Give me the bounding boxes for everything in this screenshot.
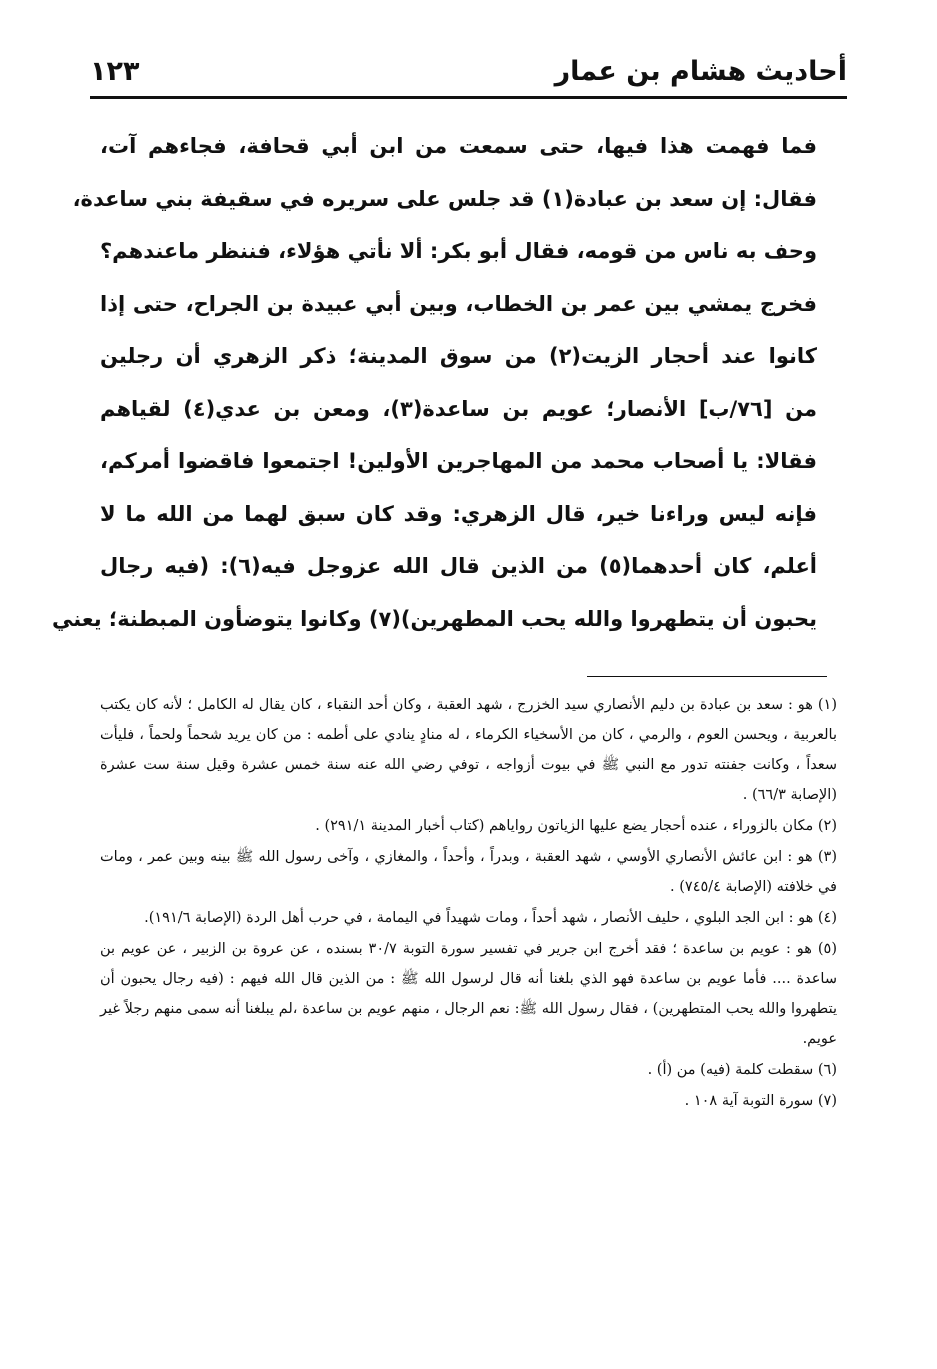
text-line: فما فهمت هذا فيها، حتى سمعت من ابن أبي قحافة، فجاءهم آت، — [100, 134, 817, 158]
text-line: فإنه ليس وراءنا خير، قال الزهري: وقد كان سبق لهما من الله ما لا — [100, 501, 817, 526]
page-number: ١٢٣ — [90, 56, 140, 87]
footnotes — [100, 690, 837, 1117]
footnote-3: (٣) هو : ابن عائش الأنصاري الأوسي ، شهد العقبة ، وبدراً ، وأحداً ، والمغازي ، وآخى رسول الله ﷺ بينه وبين عمر ، ومات في خلافته (الإصابة ٧٤٥/٤) . — [100, 849, 837, 895]
text-line: فخرج يمشي بين عمر بن الخطاب، وبين أبي عبيدة بن الجراح، حتى إذا — [100, 291, 817, 316]
text-line: وحف به ناس من قومه، فقال أبو بكر: ألا نأتي هؤلاء، فننظر ماعندهم؟ — [100, 239, 817, 263]
footnote-6: (٦) سقطت كلمة (فيه) من (أ) . — [647, 1062, 837, 1078]
text-line: فقالا: يا أصحاب محمد من المهاجرين الأولين! اجتمعوا فاقضوا أمركم، — [100, 449, 817, 473]
text-line: أعلم، كان أحدهما(٥) من الذين قال الله عزوجل فيه(٦): (فيه رجال — [100, 554, 818, 578]
footnote-1: (١) هو : سعد بن عبادة بن دليم الأنصاري سيد الخزرج ، شهد العقبة ، وكان أحد النقباء ، كان يقال له الكامل ؛ لأنه كان يكتب بالعربية ، ويحسن العوم ، والرمي ، كان من الأسخياء الكرماء ، له منادٍ ينادي على أطمه : من كان يريد شحماً ولحماً ، فليأت سعداً ، وكانت جفنته تدور مع النبي ﷺ في بيوت أزواجه ، توفي رضي الله عنه سنة خمس عشرة وقيل سنة ست عشرة (الإصابة ٦٦/٣) . — [100, 697, 837, 803]
book-title: أحاديث هشام بن عمار — [554, 56, 847, 87]
footnote-2: (٢) مكان بالزوراء ، عنده أحجار يضع عليها الزياتون رواياهم (كتاب أخبار المدينة ٢٩١/١) . — [315, 818, 837, 834]
text-line: يحبون أن يتطهروا والله يحب المطهرين)(٧) وكانوا يتوضأون المبطنة؛ يعني — [52, 606, 817, 631]
footnote-5: (٥) هو : عويم بن ساعدة ؛ فقد أخرج ابن جرير في تفسير سورة التوبة ٣٠/٧ بسنده ، عن عروة بن الزبير ، عن عويم بن ساعدة .... فأما عويم بن ساعدة فهو الذي بلغنا أنه قال لرسول الله ﷺ : من الذين قال الله فيهم : (فيه رجال يحبون أن يتطهروا والله يحب المتطهرين) ، فقال رسول الله ﷺ: نعم الرجال ، منهم عويم بن ساعدة ،لم يبلغنا أنه سمى منهم رجلاً غير عويم. — [100, 941, 837, 1047]
header-rule — [90, 96, 847, 99]
footnote-4: (٤) هو : ابن الجد البلوي ، حليف الأنصار ، شهد أحداً ، ومات شهيداً في اليمامة ، في حرب أهل الردة (الإصابة ١٩١/٦). — [144, 910, 837, 926]
page-header — [90, 52, 847, 96]
text-line: فقال: إن سعد بن عبادة(١) قد جلس على سريره في سقيفة بني ساعدة، — [72, 186, 817, 211]
footnote-separator — [587, 676, 827, 677]
text-line: كانوا عند أحجار الزيت(٢) من سوق المدينة؛ ذكر الزهري أن رجلين — [100, 344, 817, 368]
main-text — [52, 120, 818, 645]
footnote-7: (٧) سورة التوبة آية ١٠٨ . — [684, 1093, 837, 1109]
text-line: من [٧٦/ب] الأنصار؛ عويم بن ساعدة(٣)، ومعن بن عدي(٤) لقياهم — [100, 396, 817, 421]
